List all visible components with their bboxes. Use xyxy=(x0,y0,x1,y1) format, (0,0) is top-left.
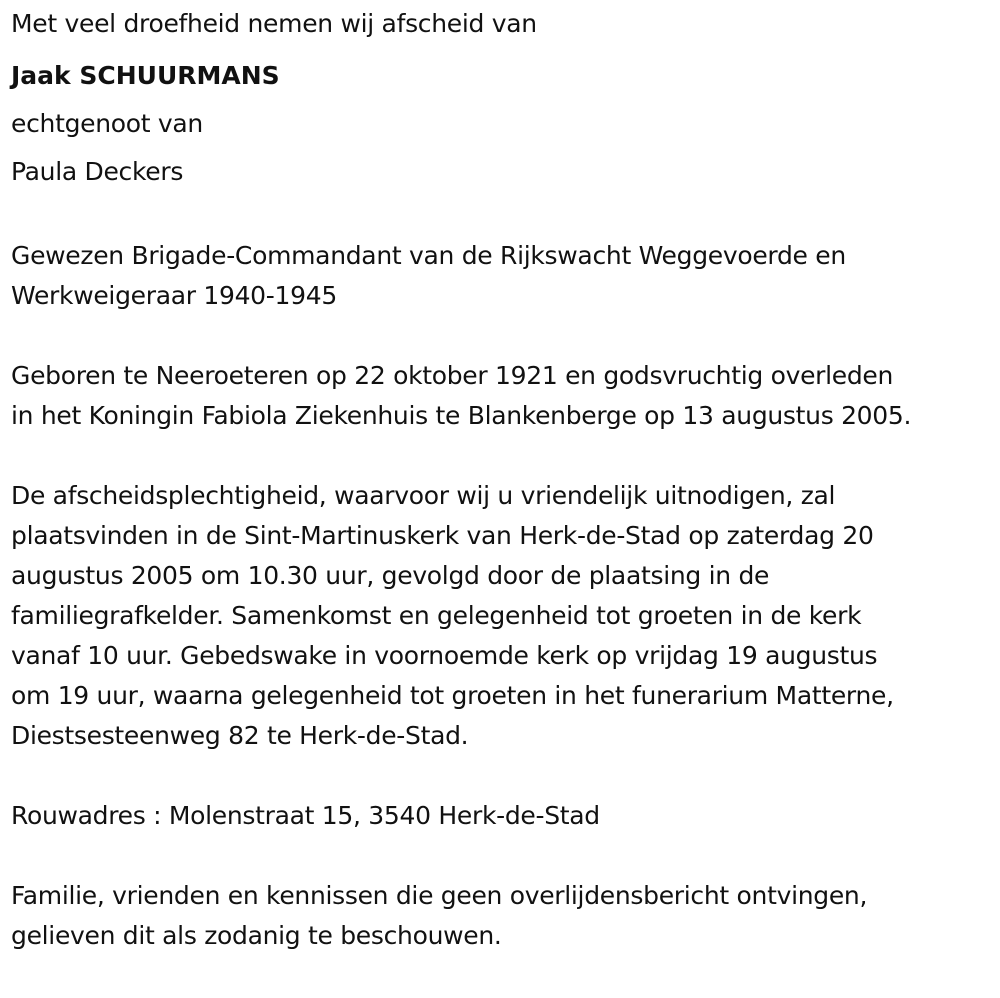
ceremony-line: Diestsesteenweg 82 te Herk-de-Stad. xyxy=(11,721,469,750)
ceremony-line: vanaf 10 uur. Gebedswake in voornoemde kerk op vrijdag 19 augustus xyxy=(11,641,878,670)
spacer xyxy=(11,196,991,236)
obituary-notice xyxy=(11,4,991,956)
spacer xyxy=(11,436,991,476)
title-line: Werkweigeraar 1940-1945 xyxy=(11,281,337,310)
intro-line: Met veel droefheid nemen wij afscheid van xyxy=(11,9,537,38)
spacer xyxy=(11,44,991,52)
ceremony-line: familiegrafkelder. Samenkomst en gelegenheid tot groeten in de kerk xyxy=(11,601,862,630)
ceremony-line: De afscheidsplechtigheid, waarvoor wij u vriendelijk uitnodigen, zal xyxy=(11,481,836,510)
spouse-name: Paula Deckers xyxy=(11,157,184,186)
closing-line: Familie, vrienden en kennissen die geen overlijdensbericht ontvingen, xyxy=(11,881,868,910)
spacer xyxy=(11,756,991,796)
birth-death-line: Geboren te Neeroeteren op 22 oktober 1921 en godsvruchtig overleden xyxy=(11,361,894,390)
deceased-name: Jaak SCHUURMANS xyxy=(11,61,280,90)
title-line: Gewezen Brigade-Commandant van de Rijkswacht Weggevoerde en xyxy=(11,241,846,270)
birth-death-line: in het Koningin Fabiola Ziekenhuis te Blankenberge op 13 augustus 2005. xyxy=(11,401,912,430)
relation-line: echtgenoot van xyxy=(11,109,203,138)
closing-line: gelieven dit als zodanig te beschouwen. xyxy=(11,921,502,950)
spacer xyxy=(11,316,991,356)
ceremony-line: om 19 uur, waarna gelegenheid tot groeten in het funerarium Matterne, xyxy=(11,681,894,710)
spacer xyxy=(11,836,991,876)
ceremony-line: plaatsvinden in de Sint-Martinuskerk van Herk-de-Stad op zaterdag 20 xyxy=(11,521,874,550)
ceremony-line: augustus 2005 om 10.30 uur, gevolgd door de plaatsing in de xyxy=(11,561,770,590)
mourning-address: Rouwadres : Molenstraat 15, 3540 Herk-de-Stad xyxy=(11,801,600,830)
